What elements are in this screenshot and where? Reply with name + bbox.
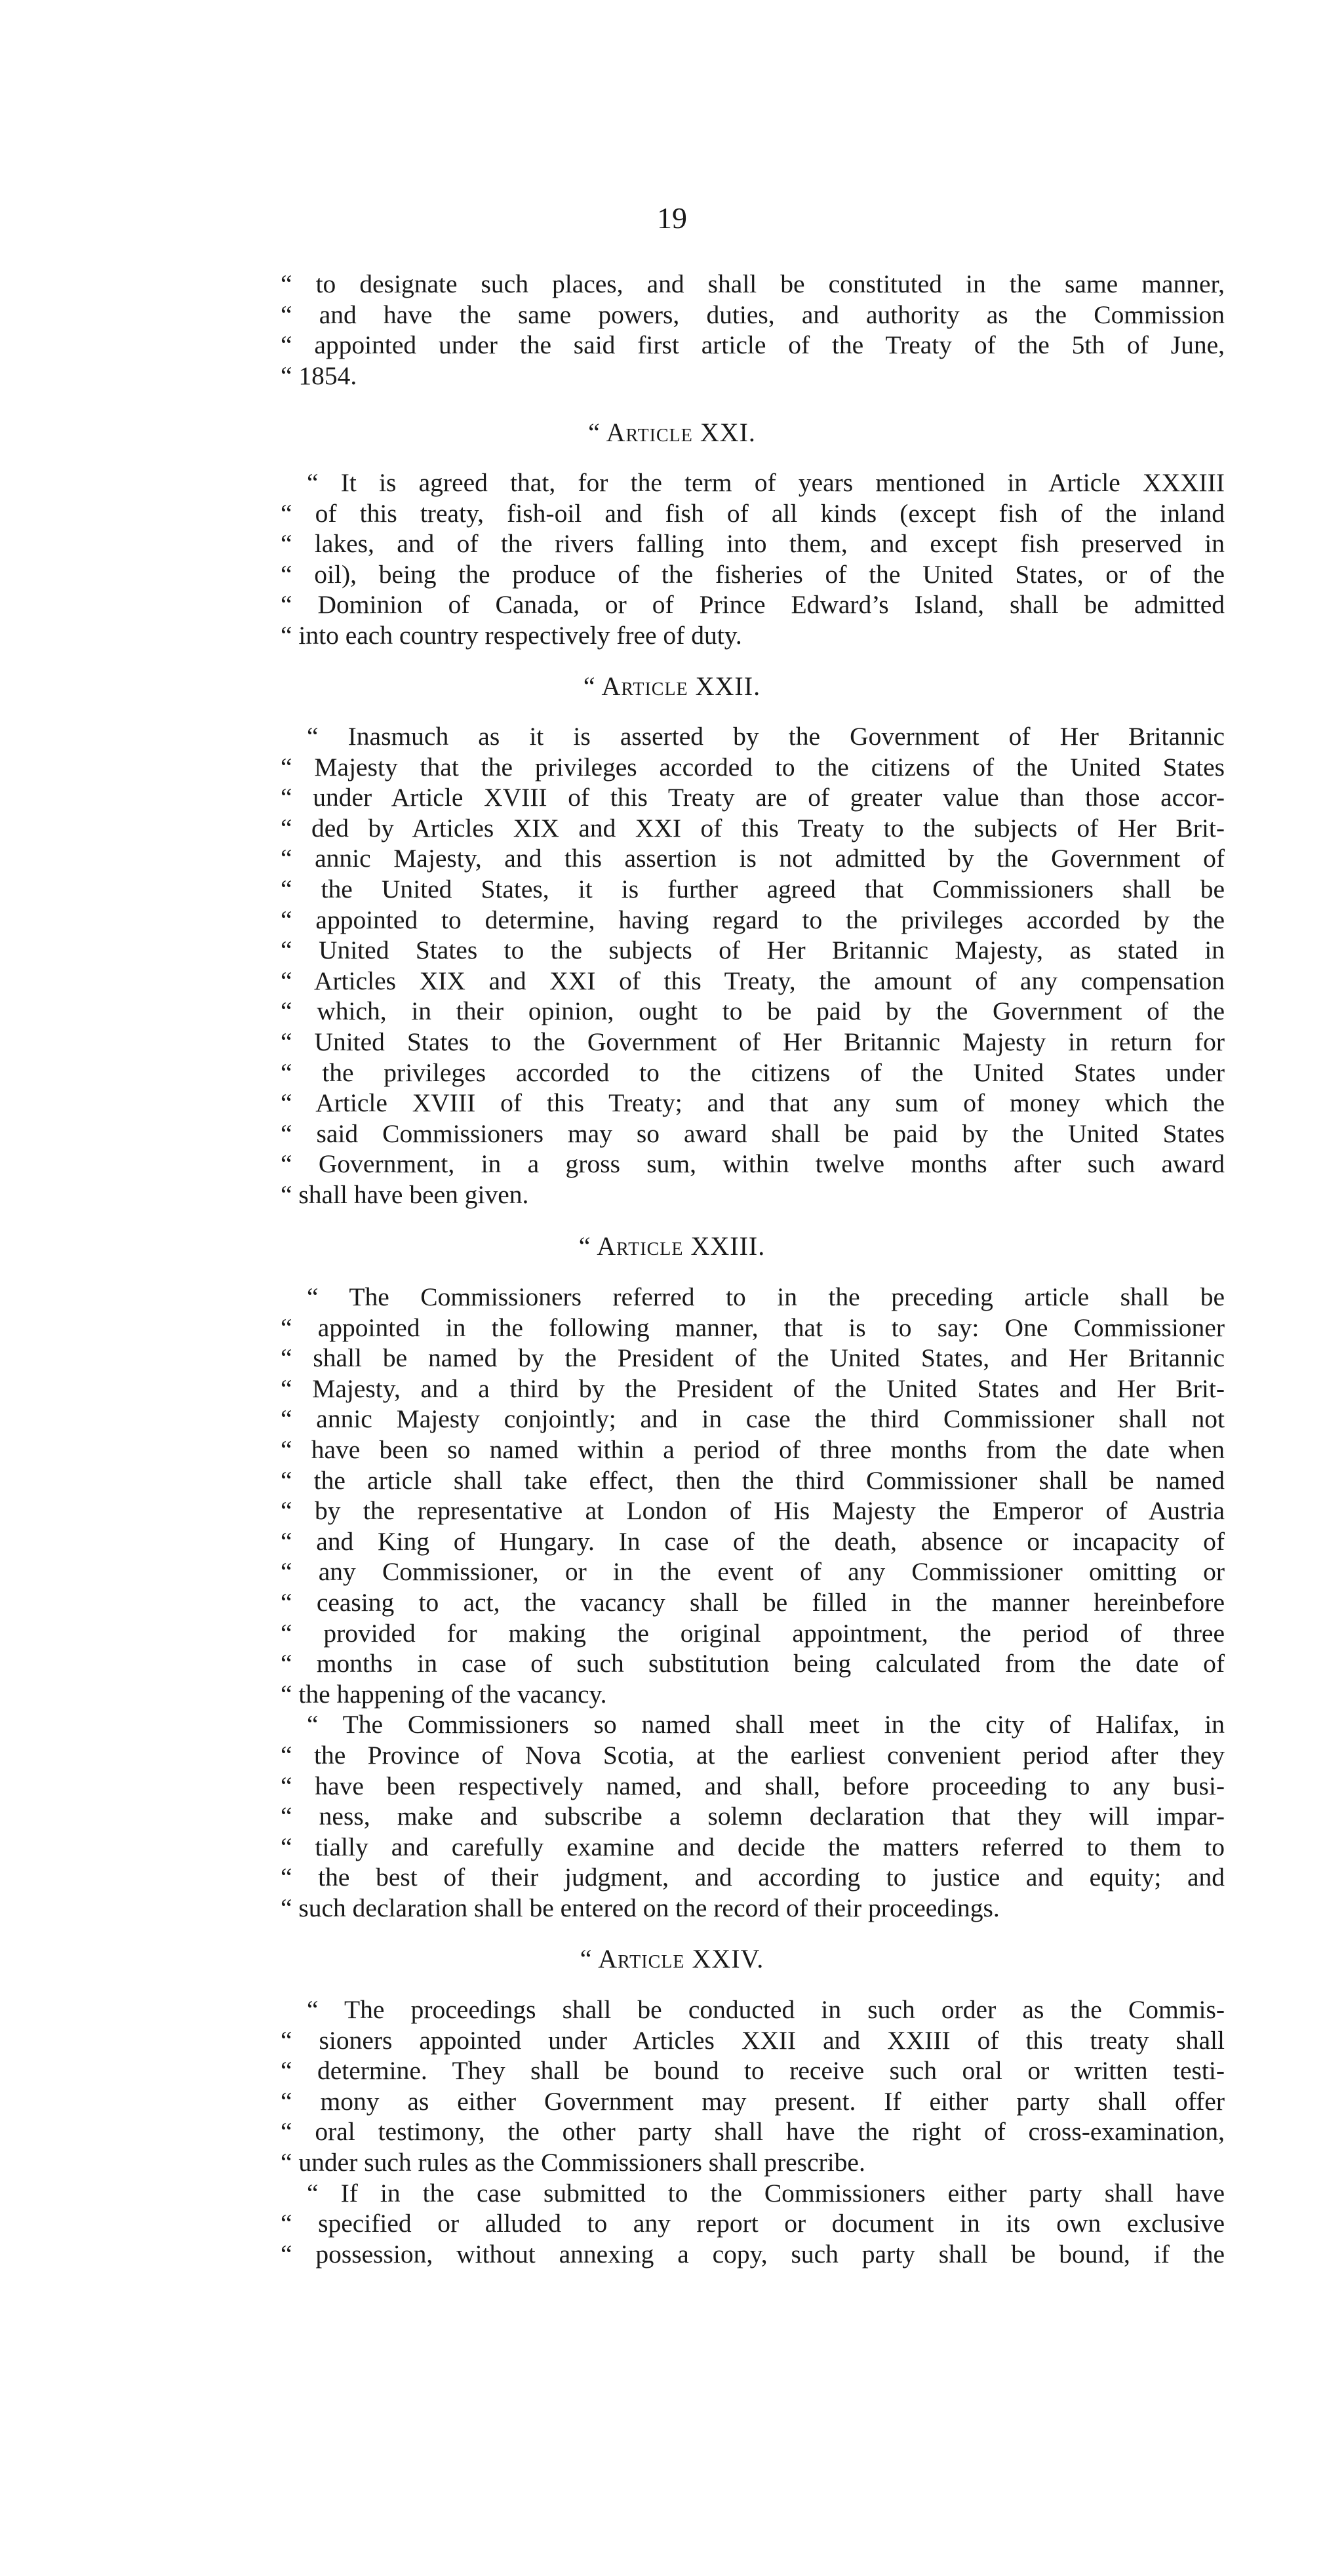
text-line: “ The proceedings shall be conducted in such order as the Commis- bbox=[307, 1995, 1225, 2024]
text-line: “ have been so named within a period of three months from the date when bbox=[281, 1435, 1225, 1464]
text-line: “ by the representative at London of His Majesty the Emperor of Austria bbox=[281, 1496, 1225, 1526]
heading-text: “ Article XXIV. bbox=[580, 1944, 764, 1973]
text-line: “ specified or alluded to any report or document in its own exclusive bbox=[281, 2209, 1225, 2238]
heading-article-xxii bbox=[0, 671, 1344, 702]
text-line: “ shall have been given. bbox=[281, 1179, 529, 1209]
paragraph-article-xxi bbox=[281, 467, 1225, 651]
text-line: “ United States to the Government of Her Britannic Majesty in return for bbox=[281, 1027, 1225, 1056]
text-line: “ possession, without annexing a copy, such party shall be bound, if the bbox=[281, 2239, 1225, 2269]
text-line: “ ded by Articles XIX and XXI of this Treaty to the subjects of Her Brit- bbox=[281, 813, 1225, 842]
text-line: “ annic Majesty, and this assertion is not admitted by the Government of bbox=[281, 844, 1225, 873]
heading-text: “ Article XXI. bbox=[588, 418, 756, 447]
page-number: 19 bbox=[657, 201, 687, 235]
text-line: “ into each country respectively free of duty. bbox=[281, 620, 742, 650]
text-line: “ Majesty that the privileges accorded to the citizens of the United States bbox=[281, 752, 1225, 782]
text-line: “ the United States, it is further agreed that Commissioners shall be bbox=[281, 874, 1225, 903]
text-line: “ United States to the subjects of Her Britannic Majesty, as stated in bbox=[281, 936, 1225, 965]
text-line: “ any Commissioner, or in the event of any Commissioner omitting or bbox=[281, 1557, 1225, 1587]
text-line: “ oral testimony, the other party shall have the right of cross-examination, bbox=[281, 2117, 1225, 2147]
heading-text: “ Article XXII. bbox=[583, 671, 761, 701]
text-line: “ determine. They shall be bound to receive such oral or written testi- bbox=[281, 2056, 1225, 2086]
text-line: “ to designate such places, and shall be constituted in the same manner, bbox=[281, 269, 1225, 298]
text-line: “ It is agreed that, for the term of years mentioned in Article XXXIII bbox=[307, 468, 1225, 497]
text-line: “ ceasing to act, the vacancy shall be filled in the manner hereinbefore bbox=[281, 1587, 1225, 1617]
text-line: “ sioners appointed under Articles XXII and XXIII of this treaty shall bbox=[281, 2025, 1225, 2055]
text-line: “ appointed in the following manner, that is to say: One Commissioner bbox=[281, 1313, 1225, 1342]
text-line: “ the Province of Nova Scotia, at the earliest convenient period after they bbox=[281, 1740, 1225, 1770]
text-line: “ said Commissioners may so award shall be paid by the United States bbox=[281, 1119, 1225, 1148]
text-line: “ Articles XIX and XXI of this Treaty, the amount of any compensation bbox=[281, 966, 1225, 995]
text-line: “ under Article XVIII of this Treaty are of greater value than those accor- bbox=[281, 783, 1225, 812]
text-line: “ under such rules as the Commissioners shall prescribe. bbox=[281, 2147, 865, 2177]
text-line: “ oil), being the produce of the fisheries of the United States, or of the bbox=[281, 559, 1225, 589]
text-line: “ months in case of such substitution being calculated from the date of bbox=[281, 1649, 1225, 1678]
text-line: “ ness, make and subscribe a solemn declaration that they will impar- bbox=[281, 1802, 1225, 1831]
paragraph-article-xxii bbox=[281, 721, 1225, 1210]
heading-article-xxiii bbox=[0, 1231, 1344, 1261]
text-line: “ and King of Hungary. In case of the death, absence or incapacity of bbox=[281, 1526, 1225, 1556]
text-line: “ If in the case submitted to the Commissioners either party shall have bbox=[307, 2178, 1225, 2208]
text-line: “ Majesty, and a third by the President of the United States and Her Brit- bbox=[281, 1374, 1225, 1403]
paragraph-article-xxiv bbox=[281, 1994, 1225, 2269]
text-line: “ The Commissioners so named shall meet in the city of Halifax, in bbox=[307, 1710, 1225, 1739]
text-line: “ provided for making the original appointment, the period of three bbox=[281, 1618, 1225, 1648]
heading-article-xxi bbox=[0, 418, 1344, 448]
text-line: “ appointed to determine, having regard to the privileges accorded by the bbox=[281, 905, 1225, 934]
text-line: “ The Commissioners referred to in the preceding article shall be bbox=[307, 1282, 1225, 1311]
text-line: “ of this treaty, fish-oil and fish of all kinds (except fish of the inland bbox=[281, 498, 1225, 528]
heading-text: “ Article XXIII. bbox=[578, 1231, 766, 1261]
text-line: “ annic Majesty conjointly; and in case the third Commissioner shall not bbox=[281, 1404, 1225, 1434]
text-line: “ tially and carefully examine and decide the matters referred to them to bbox=[281, 1832, 1225, 1861]
text-line: “ appointed under the said first article of the Treaty of the 5th of June, bbox=[281, 330, 1225, 360]
text-line: “ shall be named by the President of the United States, and Her Britannic bbox=[281, 1343, 1225, 1373]
text-line: “ which, in their opinion, ought to be paid by the Government of the bbox=[281, 997, 1225, 1026]
text-line: “ Government, in a gross sum, within twelve months after such award bbox=[281, 1149, 1225, 1179]
text-line: “ Dominion of Canada, or of Prince Edward’s Island, shall be admitted bbox=[281, 590, 1225, 620]
paragraph-article-xxiii bbox=[281, 1282, 1225, 1923]
text-line: “ the privileges accorded to the citizens of the United States under bbox=[281, 1058, 1225, 1087]
text-line: “ lakes, and of the rivers falling into them, and except fish preserved in bbox=[281, 529, 1225, 559]
text-line: “ the best of their judgment, and according to justice and equity; and bbox=[281, 1863, 1225, 1892]
paragraph-article-xx-continued bbox=[281, 269, 1225, 391]
text-line: “ and have the same powers, duties, and authority as the Commission bbox=[281, 300, 1225, 329]
text-line: “ Inasmuch as it is asserted by the Government of Her Britannic bbox=[307, 722, 1225, 751]
text-line: “ 1854. bbox=[281, 361, 357, 390]
text-line: “ the happening of the vacancy. bbox=[281, 1679, 607, 1709]
text-line: “ have been respectively named, and shall, before proceeding to any busi- bbox=[281, 1771, 1225, 1800]
text-line: “ the article shall take effect, then the third Commissioner shall be named bbox=[281, 1465, 1225, 1495]
heading-article-xxiv bbox=[0, 1944, 1344, 1974]
text-line: “ Article XVIII of this Treaty; and that any sum of money which the bbox=[281, 1088, 1225, 1118]
text-line: “ mony as either Government may present. If either party shall offer bbox=[281, 2086, 1225, 2116]
text-line: “ such declaration shall be entered on the record of their proceedings. bbox=[281, 1893, 1000, 1922]
